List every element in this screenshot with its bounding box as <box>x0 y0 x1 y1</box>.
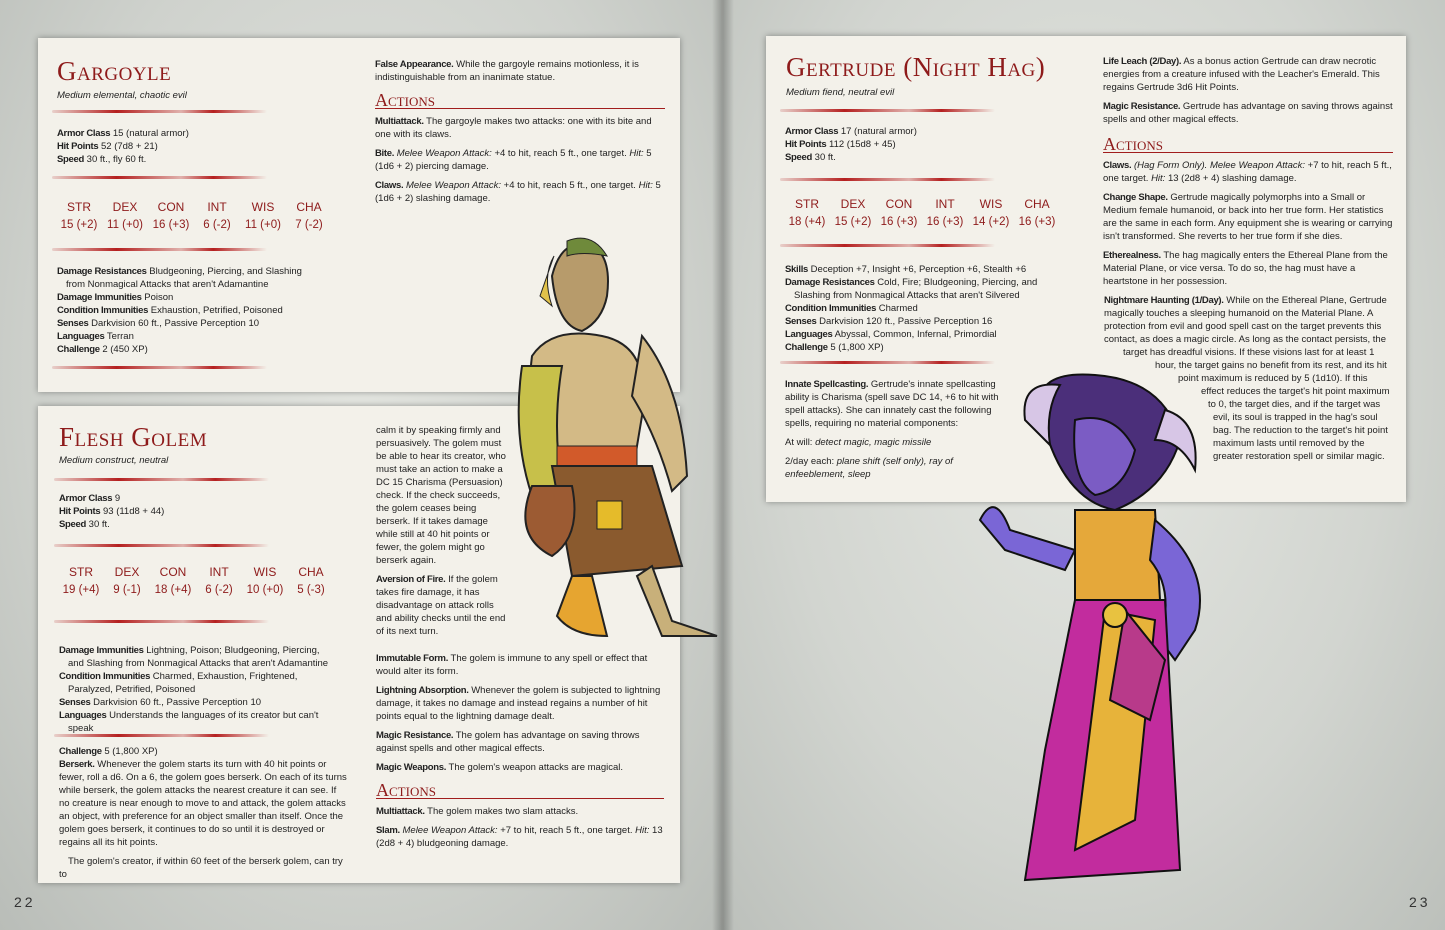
ability-wis <box>968 197 1014 228</box>
property-label: Languages <box>57 331 105 342</box>
label: Armor Class <box>57 128 111 139</box>
ability-score: 15 (+2) <box>834 216 872 228</box>
actions-heading: Actions <box>1103 138 1393 153</box>
hag-traits-actions: Life Leach (2/Day). As a bonus action Gertrude can draw necrotic energies from a creature infused with the Leacher's Emerald. This regains Gertrude 3d6 Hit Points. Magic Resistance. Gertrude has advantage on saving throws against spells and other magical effects. Actions Claws. (Hag Form Only). Melee Weapon Attack: +7 to hit, reach 5 ft., one target. Hit: 13 (2d8 + 4) slashing damage. Change Shape. Gertrude magically polymorphs into a Small or Medium female humanoid, or back into her true form. Her statistics are the same in each form. Any equipment she is wearing or carrying isn't transformed. She reverts to her true form if she dies. Etherealness. The hag magically enters the Ethereal Plane from the Material Plane, or vice versa. To do so, the hag must have a heartstone in her possession. Nightmare Haunting (1/Day). While on the Ethereal Plane, Gertrude magically touches a sleeping humanoid on the Material Plane. A protection from evil and good spell cast on the target prevents this contact, as does a magic circle. As long as the contact persists, the target has dreadful visions. If these visions last for at least 1 hour, the target gains no benefit from its rest, and its hit point maximum is reduced by 5 (1d10). If this effect reduces the target's hit point maximum to 0, the target dies, and if the target was evil, its soul is trapped in the hag's soul bag. The reduction to the target's hit point maximum lasts until removed by the greater restoration spell or similar magic. <box>1103 56 1393 462</box>
night-hag-illustration <box>965 370 1220 890</box>
properties <box>57 265 317 356</box>
actions-heading: Actions <box>375 94 665 109</box>
ability-label: CON <box>157 200 185 214</box>
traits-actions <box>375 58 665 211</box>
property-label: Damage Immunities <box>57 292 142 303</box>
property-value: 2 (450 XP) <box>102 344 148 355</box>
divider <box>52 248 267 251</box>
ability-label: STR <box>69 565 93 579</box>
ability-label: INT <box>209 565 229 579</box>
ability-label: WIS <box>253 565 277 579</box>
ability-label: DEX <box>114 565 140 579</box>
ability-label: DEX <box>112 200 138 214</box>
ability-score: 16 (+3) <box>926 216 964 228</box>
ability-label: WIS <box>979 197 1003 211</box>
property-line <box>785 302 1065 315</box>
divider <box>780 178 995 181</box>
ability-label: INT <box>207 200 227 214</box>
ability-label: STR <box>67 200 91 214</box>
monster-type: Medium construct, neutral <box>59 455 169 466</box>
ability-score: 6 (-2) <box>203 219 231 231</box>
ability-con <box>150 565 196 596</box>
ability-score: 16 (+3) <box>880 216 918 228</box>
ability-label: INT <box>935 197 955 211</box>
flesh-golem-illustration <box>512 236 722 646</box>
ability-score: 16 (+3) <box>1018 216 1056 228</box>
armor-class: 15 (natural armor) <box>112 128 189 139</box>
berserk-continued: calm it by speaking firmly and persuasively. The golem must be able to hear its creator, who must take an action to make a DC 15 Charisma (Persuasion) check. If the check succeeds, the golem ceases being berserk. If it takes damage while still at 40 hit points or fewer, the golem might go berserk again. Aversion of Fire. If the golem takes fire damage, it has disadvantage on attack rolls and ability checks until the end of its next turn. <box>376 425 506 637</box>
innate-spellcasting: Innate Spellcasting. Gertrude's innate spellcasting ability is Charisma (spell save DC 14, +6 to hit with spell attacks). She can innately cast the following spells, requiring no material components: At will: detect magic, magic missile 2/day each: plane shift (self only), ray of enfeeblement, sleep <box>785 379 999 480</box>
property-value: Terran <box>106 331 134 342</box>
property-label: Challenge <box>785 342 828 353</box>
ability-scores <box>56 200 332 231</box>
trait: False Appearance. While the gargoyle remains motionless, it is indistinguishable from an inanimate statue. <box>375 59 639 83</box>
divider <box>780 109 995 112</box>
property-label: Damage Immunities <box>59 645 144 656</box>
ability-score: 15 (+2) <box>60 219 98 231</box>
golem-traits-actions: Immutable Form. The golem is immune to any spell or effect that would alter its form. Lightning Absorption. Whenever the golem is subjected to lightning damage, it takes no damage and instead regains a number of hit points equal to the lightning damage dealt. Magic Resistance. The golem has advantage on saving throws against spells and other magical effects. Magic Weapons. The golem's weapon attacks are magical. Actions Multiattack. The golem makes two slam attacks. Slam. Melee Weapon Attack: +7 to hit, reach 5 ft., one target. Hit: 13 (2d8 + 4) bludgeoning damage. <box>376 653 663 849</box>
property-label: Condition Immunities <box>59 671 151 682</box>
property-label: Condition Immunities <box>57 305 149 316</box>
divider <box>54 544 269 547</box>
ability-score: 18 (+4) <box>154 584 192 596</box>
ability-str <box>58 565 104 596</box>
property-line <box>57 343 317 356</box>
divider <box>780 244 995 247</box>
property-value: Charmed <box>878 303 918 314</box>
page-number-left: 22 <box>14 894 36 910</box>
hit-points: 112 (15d8 + 45) <box>828 139 896 150</box>
divider <box>780 361 995 364</box>
monster-type: Medium fiend, neutral evil <box>786 87 895 98</box>
ability-int <box>194 200 240 231</box>
core-stats: Armor Class 9 Hit Points 93 (11d8 + 44) Speed 30 ft. <box>59 493 165 530</box>
property-line <box>59 670 334 696</box>
ability-dex <box>830 197 876 228</box>
property-value: Understands the languages of its creator but can't speak <box>68 710 319 734</box>
ability-int <box>196 565 242 596</box>
divider <box>54 620 269 623</box>
ability-score: 19 (+4) <box>62 584 100 596</box>
ability-label: CHA <box>298 565 324 579</box>
divider <box>54 478 269 481</box>
property-line <box>57 291 317 304</box>
property-label: Challenge <box>57 344 100 355</box>
golem-berserk: Challenge 5 (1,800 XP) Berserk. Whenever the golem starts its turn with 40 hit points or fewer, roll a d6. On a 6, the golem goes berserk. On each of its turns while berserk, the golem attacks the nearest creature it can see. If no creature is near enough to move to and attack, the golem attacks an object, with preference for an object smaller than itself. Once the golem goes berserk, it continues to do so until it is destroyed or regains all its hit points. The golem's creator, if within 60 feet of the berserk golem, can try to <box>59 746 347 880</box>
ability-score: 7 (-2) <box>295 219 323 231</box>
property-label: Languages <box>59 710 107 721</box>
property-value: Bludgeoning, Piercing, and Slashing from Nonmagical Attacks that aren't Adamantine <box>66 266 302 290</box>
divider <box>52 366 267 369</box>
property-label: Condition Immunities <box>785 303 877 314</box>
property-label: Senses <box>785 316 817 327</box>
challenge: 5 (1,800 XP) <box>104 746 158 757</box>
ability-score: 14 (+2) <box>972 216 1010 228</box>
property-label: Damage Resistances <box>57 266 147 277</box>
action: Multiattack. The gargoyle makes two attacks: one with its bite and one with its claws. <box>375 116 652 140</box>
property-line <box>785 263 1065 276</box>
ability-dex <box>104 565 150 596</box>
property-line <box>59 644 334 670</box>
property-line <box>57 317 317 330</box>
ability-wis <box>240 200 286 231</box>
ability-score: 9 (-1) <box>113 584 141 596</box>
property-value: Exhaustion, Petrified, Poisoned <box>150 305 283 316</box>
property-line <box>57 265 317 291</box>
ability-con <box>876 197 922 228</box>
property-value: Poison <box>144 292 174 303</box>
properties <box>59 644 334 735</box>
property-line <box>59 709 334 735</box>
ability-label: CON <box>159 565 187 579</box>
ability-score: 11 (+0) <box>107 219 143 231</box>
ability-scores <box>58 565 334 596</box>
action: Bite. Melee Weapon Attack: +4 to hit, reach 5 ft., one target. Hit: 5 (1d6 + 2) piercing damage. <box>375 148 652 172</box>
property-value: Darkvision 120 ft., Passive Perception 16 <box>819 316 993 327</box>
ability-int <box>922 197 968 228</box>
ability-label: STR <box>795 197 819 211</box>
property-value: Lightning, Poison; Bludgeoning, Piercing, and Slashing from Nonmagical Attacks that aren't Adamantine <box>68 645 329 669</box>
ability-label: CHA <box>1024 197 1050 211</box>
actions-heading: Actions <box>376 784 664 799</box>
ability-scores <box>784 197 1060 228</box>
divider <box>52 110 267 113</box>
property-line <box>59 696 334 709</box>
property-value: 5 (1,800 XP) <box>830 342 884 353</box>
monster-name: Gertrude (Night Hag) <box>786 52 1046 82</box>
property-value: Darkvision 60 ft., Passive Perception 10 <box>93 697 262 708</box>
property-line <box>57 330 317 343</box>
ability-con <box>148 200 194 231</box>
speed: 30 ft. <box>814 152 836 163</box>
ability-score: 5 (-3) <box>297 584 325 596</box>
property-value: Darkvision 60 ft., Passive Perception 10 <box>91 318 260 329</box>
label: Hit Points <box>57 141 99 152</box>
divider <box>52 176 267 179</box>
armor-class: 9 <box>114 493 121 504</box>
speed: 30 ft., fly 60 ft. <box>86 154 147 165</box>
property-label: Skills <box>785 264 809 275</box>
property-label: Senses <box>57 318 89 329</box>
ability-cha <box>1014 197 1060 228</box>
ability-score: 6 (-2) <box>205 584 233 596</box>
ability-score: 16 (+3) <box>152 219 190 231</box>
action: Claws. Melee Weapon Attack: +4 to hit, reach 5 ft., one target. Hit: 5 (1d6 + 2) slashing damage. <box>375 180 661 204</box>
property-value: Abyssal, Common, Infernal, Primordial <box>834 329 997 340</box>
property-value: Cold, Fire; Bludgeoning, Piercing, and Slashing from Nonmagical Attacks that aren't Silvered <box>794 277 1038 301</box>
ability-label: CHA <box>296 200 322 214</box>
ability-label: WIS <box>251 200 275 214</box>
property-line <box>785 341 1065 354</box>
property-line <box>785 276 1065 302</box>
ability-label: DEX <box>840 197 866 211</box>
ability-str <box>784 197 830 228</box>
ability-score: 10 (+0) <box>246 584 284 596</box>
monster-name: Gargoyle <box>57 56 172 86</box>
property-label: Senses <box>59 697 91 708</box>
ability-score: 18 (+4) <box>788 216 826 228</box>
ability-dex <box>102 200 148 231</box>
label: Speed <box>57 154 85 165</box>
ability-cha <box>286 200 332 231</box>
property-value: Deception +7, Insight +6, Perception +6, Stealth +6 <box>810 264 1027 275</box>
property-line <box>57 304 317 317</box>
monster-type: Medium elemental, chaotic evil <box>57 90 187 101</box>
hit-points: 93 (11d8 + 44) <box>102 506 165 517</box>
core-stats <box>57 127 189 166</box>
page-number-right: 23 <box>1409 894 1431 910</box>
divider <box>54 734 269 737</box>
monster-name: Flesh Golem <box>59 422 208 452</box>
speed: 30 ft. <box>88 519 110 530</box>
core-stats: Armor Class 17 (natural armor) Hit Points 112 (15d8 + 45) Speed 30 ft. <box>785 126 917 163</box>
armor-class: 17 (natural armor) <box>840 126 917 137</box>
properties <box>785 263 1065 354</box>
property-label: Languages <box>785 329 833 340</box>
property-value: Charmed, Exhaustion, Frightened, Paralyzed, Petrified, Poisoned <box>68 671 298 695</box>
property-label: Damage Resistances <box>785 277 875 288</box>
ability-cha <box>288 565 334 596</box>
ability-wis <box>242 565 288 596</box>
ability-str <box>56 200 102 231</box>
hit-points: 52 (7d8 + 21) <box>100 141 158 152</box>
ability-score: 11 (+0) <box>245 219 281 231</box>
property-line <box>785 328 1065 341</box>
ability-label: CON <box>885 197 913 211</box>
property-line <box>785 315 1065 328</box>
